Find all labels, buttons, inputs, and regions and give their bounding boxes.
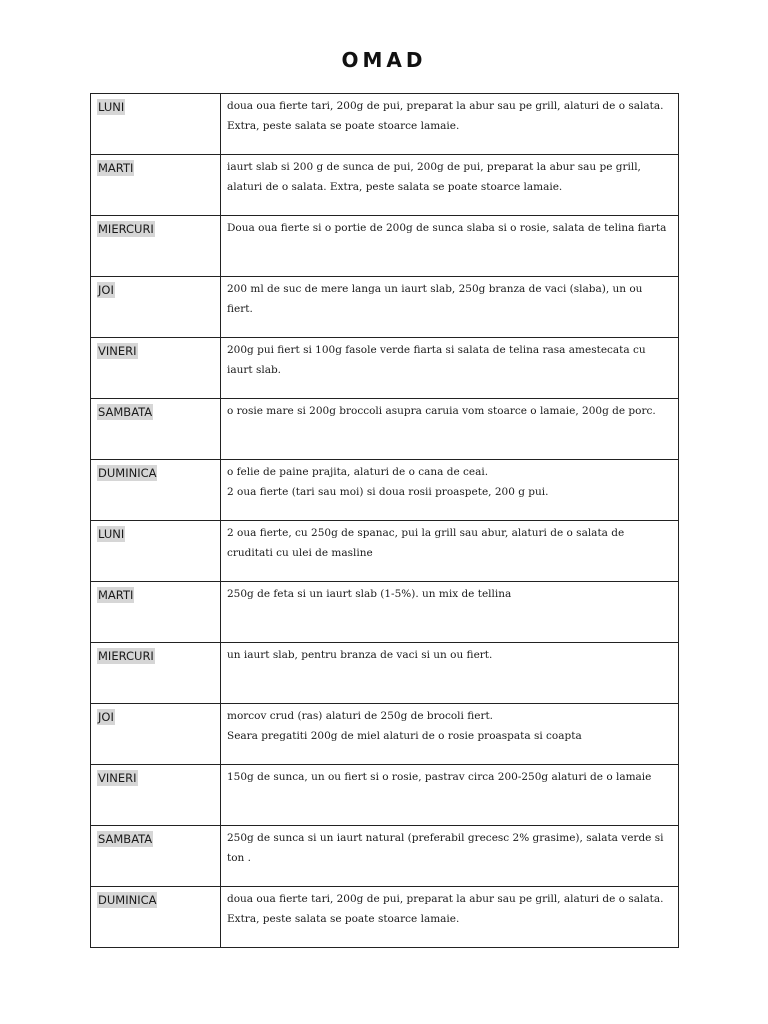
day-label: VINERI (98, 771, 137, 785)
meal-cell (221, 704, 679, 765)
meal-description: 250g de feta si un iaurt slab (1-5%). un mix de tellina (227, 588, 512, 600)
day-cell (91, 155, 221, 216)
meal-cell (221, 277, 679, 338)
table-row (91, 826, 679, 887)
day-label: MARTI (98, 588, 134, 602)
table-row (91, 887, 679, 948)
day-cell (91, 826, 221, 887)
day-cell (91, 460, 221, 521)
meal-cell (221, 155, 679, 216)
table-row (91, 521, 679, 582)
day-label: MARTI (98, 161, 134, 175)
day-label: MIERCURI (98, 649, 154, 663)
page-title: OMAD (341, 48, 427, 72)
table-row (91, 704, 679, 765)
meal-description: 200 ml de suc de mere langa un iaurt slab, 250g branza de vaci (slaba), un ou fiert. (227, 283, 643, 315)
meal-description: doua oua fierte tari, 200g de pui, preparat la abur sau pe grill, alaturi de o salata. Extra, peste salata se poate stoarce lamaie. (227, 893, 664, 925)
meal-description: 200g pui fiert si 100g fasole verde fiarta si salata de telina rasa amestecata cu iaurt slab. (227, 344, 646, 376)
table-row (91, 765, 679, 826)
meal-description: 2 oua fierte, cu 250g de spanac, pui la grill sau abur, alaturi de o salata de cruditati cu ulei de masline (227, 527, 625, 559)
table-row (91, 277, 679, 338)
meal-description: 250g de sunca si un iaurt natural (preferabil grecesc 2% grasime), salata verde si ton . (227, 832, 664, 864)
day-label: DUMINICA (98, 466, 157, 480)
meal-cell (221, 582, 679, 643)
day-cell (91, 643, 221, 704)
table-row (91, 338, 679, 399)
table-row (91, 460, 679, 521)
table-row (91, 643, 679, 704)
table-row (91, 399, 679, 460)
day-label: MIERCURI (98, 222, 154, 236)
meal-description: Doua oua fierte si o portie de 200g de sunca slaba si o rosie, salata de telina fiarta (227, 222, 667, 234)
meal-description: 150g de sunca, un ou fiert si o rosie, pastrav circa 200-250g alaturi de o lamaie (227, 771, 652, 783)
meal-cell (221, 94, 679, 155)
meal-cell (221, 338, 679, 399)
meal-cell (221, 216, 679, 277)
day-label: DUMINICA (98, 893, 157, 907)
meal-cell (221, 887, 679, 948)
table-row (91, 94, 679, 155)
meal-description: o rosie mare si 200g broccoli asupra caruia vom stoarce o lamaie, 200g de porc. (227, 405, 656, 417)
meal-cell (221, 643, 679, 704)
meal-cell (221, 521, 679, 582)
meal-description: iaurt slab si 200 g de sunca de pui, 200g de pui, preparat la abur sau pe grill, alaturi de o salata. Extra, peste salata se poate stoarce lamaie. (227, 161, 641, 193)
table-row (91, 216, 679, 277)
meal-description: doua oua fierte tari, 200g de pui, preparat la abur sau pe grill, alaturi de o salata. Extra, peste salata se poate stoarce lamaie. (227, 100, 664, 132)
day-label: SAMBATA (98, 832, 153, 846)
table-row (91, 582, 679, 643)
meal-cell (221, 399, 679, 460)
meal-plan-table (90, 93, 679, 948)
day-label: VINERI (98, 344, 137, 358)
table-row (91, 155, 679, 216)
meal-description: morcov crud (ras) alaturi de 250g de brocoli fiert. Seara pregatiti 200g de miel alaturi de o rosie proaspata si coapta (227, 710, 582, 742)
meal-description: un iaurt slab, pentru branza de vaci si un ou fiert. (227, 649, 493, 661)
day-cell (91, 216, 221, 277)
day-cell (91, 887, 221, 948)
meal-cell (221, 460, 679, 521)
day-label: LUNI (98, 100, 125, 114)
day-cell (91, 277, 221, 338)
day-cell (91, 399, 221, 460)
day-label: JOI (98, 710, 114, 724)
day-cell (91, 338, 221, 399)
day-label: JOI (98, 283, 114, 297)
meal-cell (221, 765, 679, 826)
day-cell (91, 94, 221, 155)
meal-description: o felie de paine prajita, alaturi de o cana de ceai. 2 oua fierte (tari sau moi) si doua rosii proaspete, 200 g pui. (227, 466, 549, 498)
day-cell (91, 582, 221, 643)
day-cell (91, 704, 221, 765)
day-label: SAMBATA (98, 405, 153, 419)
day-cell (91, 765, 221, 826)
meal-cell (221, 826, 679, 887)
meal-plan-body (91, 94, 679, 948)
day-cell (91, 521, 221, 582)
day-label: LUNI (98, 527, 125, 541)
